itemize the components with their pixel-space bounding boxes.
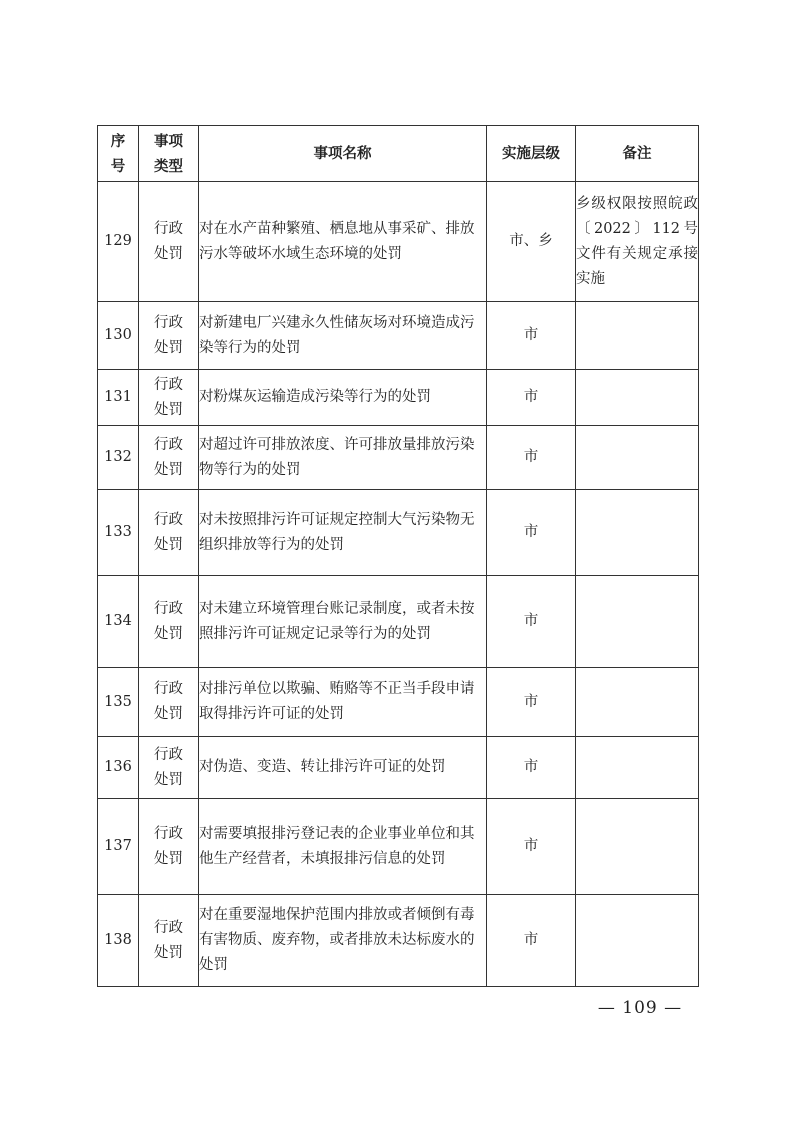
row-level: 市 [487, 576, 576, 668]
row-type: 行政处罚 [139, 668, 199, 737]
table-row [98, 737, 699, 799]
row-no: 134 [98, 576, 139, 668]
row-name: 对超过许可排放浓度、许可排放量排放污染物等行为的处罚 [199, 426, 487, 490]
table-row [98, 895, 699, 987]
header-name: 事项名称 [199, 126, 487, 182]
row-type: 行政处罚 [139, 490, 199, 576]
row-name: 对未建立环境管理台账记录制度，或者未按照排污许可证规定记录等行为的处罚 [199, 576, 487, 668]
row-note [576, 370, 699, 426]
row-level: 市、乡 [487, 182, 576, 302]
row-type: 行政处罚 [139, 737, 199, 799]
row-type: 行政处罚 [139, 895, 199, 987]
row-type: 行政处罚 [139, 302, 199, 370]
items-table [97, 125, 699, 987]
row-note: 乡级权限按照皖政〔2022〕112号文件有关规定承接实施 [576, 182, 699, 302]
row-level: 市 [487, 370, 576, 426]
row-level: 市 [487, 426, 576, 490]
header-no: 序号 [98, 126, 139, 182]
row-type: 行政处罚 [139, 426, 199, 490]
row-name: 对新建电厂兴建永久性储灰场对环境造成污染等行为的处罚 [199, 302, 487, 370]
row-no: 138 [98, 895, 139, 987]
header-type: 事项类型 [139, 126, 199, 182]
header-note: 备注 [576, 126, 699, 182]
row-note [576, 576, 699, 668]
row-note [576, 490, 699, 576]
row-level: 市 [487, 668, 576, 737]
row-name: 对需要填报排污登记表的企业事业单位和其他生产经营者，未填报排污信息的处罚 [199, 799, 487, 895]
row-no: 135 [98, 668, 139, 737]
table-row [98, 426, 699, 490]
row-name: 对未按照排污许可证规定控制大气污染物无组织排放等行为的处罚 [199, 490, 487, 576]
row-no: 129 [98, 182, 139, 302]
row-level: 市 [487, 302, 576, 370]
table-row [98, 668, 699, 737]
table-row [98, 799, 699, 895]
row-name: 对粉煤灰运输造成污染等行为的处罚 [199, 370, 487, 426]
row-level: 市 [487, 799, 576, 895]
page-number: — 109 — [597, 998, 683, 1018]
row-type: 行政处罚 [139, 182, 199, 302]
row-no: 137 [98, 799, 139, 895]
row-level: 市 [487, 895, 576, 987]
row-note [576, 737, 699, 799]
row-name: 对在水产苗种繁殖、栖息地从事采矿、排放污水等破坏水域生态环境的处罚 [199, 182, 487, 302]
row-no: 133 [98, 490, 139, 576]
row-note [576, 895, 699, 987]
row-name: 对在重要湿地保护范围内排放或者倾倒有毒有害物质、废弃物，或者排放未达标废水的处罚 [199, 895, 487, 987]
row-no: 130 [98, 302, 139, 370]
table-row [98, 182, 699, 302]
table-row [98, 370, 699, 426]
row-note [576, 302, 699, 370]
row-name: 对伪造、变造、转让排污许可证的处罚 [199, 737, 487, 799]
header-level: 实施层级 [487, 126, 576, 182]
header-row [98, 126, 699, 182]
row-no: 131 [98, 370, 139, 426]
row-no: 136 [98, 737, 139, 799]
table-row [98, 576, 699, 668]
row-note [576, 426, 699, 490]
row-no: 132 [98, 426, 139, 490]
row-type: 行政处罚 [139, 370, 199, 426]
table-row [98, 302, 699, 370]
row-type: 行政处罚 [139, 799, 199, 895]
row-type: 行政处罚 [139, 576, 199, 668]
row-level: 市 [487, 737, 576, 799]
row-note [576, 668, 699, 737]
row-note [576, 799, 699, 895]
row-level: 市 [487, 490, 576, 576]
row-name: 对排污单位以欺骗、贿赂等不正当手段申请取得排污许可证的处罚 [199, 668, 487, 737]
table-row [98, 490, 699, 576]
